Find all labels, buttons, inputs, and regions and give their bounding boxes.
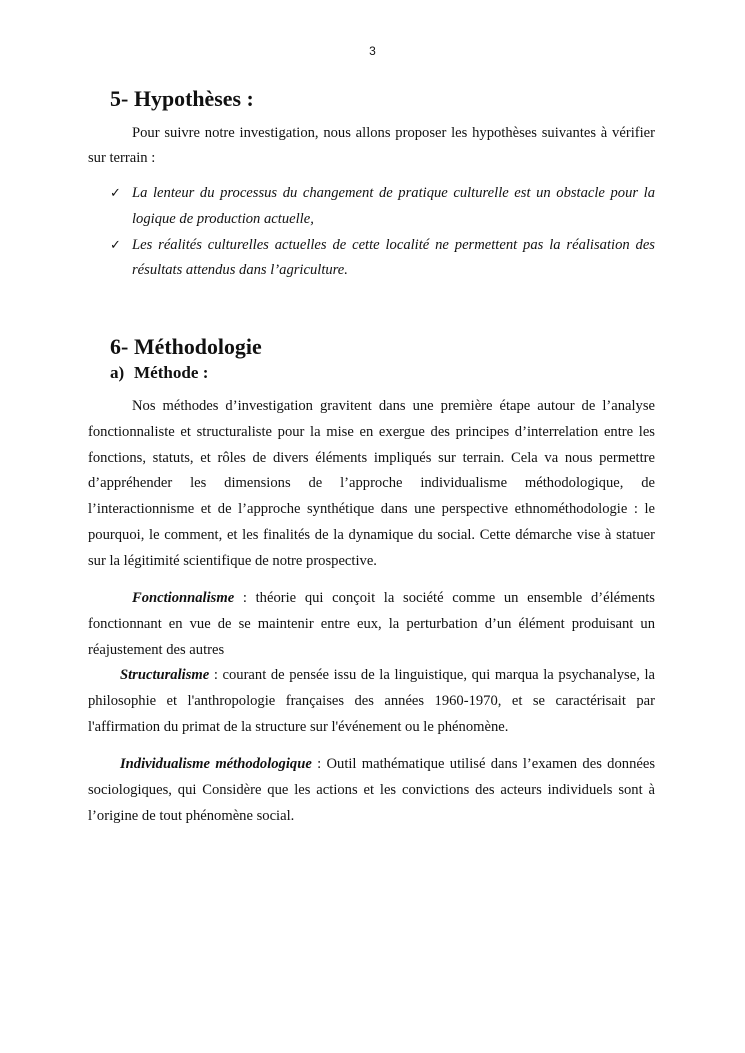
hypotheses-list <box>88 181 655 284</box>
hypothesis-text: Les réalités culturelles actuelles de cette localité ne permettent pas la réalisation des résultats attendus dans l’agriculture. <box>132 236 655 279</box>
section-5-heading <box>88 86 655 112</box>
section-6-heading <box>88 334 655 360</box>
methodology-paragraph: Nos méthodes d’investigation gravitent dans une première étape autour de l’analyse fonctionnaliste et structuraliste pour la mise en exergue des principes d’interrelation entre les fonctions, statuts, et rôles de divers éléments impliqués sur terrain. Cela va nous permettre d’appréhender les dimensions de l’approche individualisme méthodologique, de l’interactionnisme et de l’approche synthétique dans une perspective ethnométhodologie : le pourquoi, le comment, et les finalités de la dynamique du social. Cette démarche vise à statuer sur la légitimité scientifique de notre prospective. <box>88 398 655 569</box>
checkmark-icon: ✓ <box>110 237 121 253</box>
definition-term: Fonctionnalisme <box>132 590 235 607</box>
subsection-a-number: a) <box>110 362 125 382</box>
definition-term: Structuralisme <box>120 667 210 684</box>
definition-term: Individualisme méthodologique <box>120 756 312 773</box>
definition-individualisme <box>88 752 655 829</box>
definition-structuralisme <box>88 663 655 740</box>
hypothesis-text: La lenteur du processus du changement de pratique culturelle est un obstacle pour la logique de production actuelle, <box>132 185 655 227</box>
page-number: 3 <box>369 44 376 58</box>
hypotheses-intro: Pour suivre notre investigation, nous allons proposer les hypothèses suivantes à vérifier sur terrain : <box>88 124 655 167</box>
checkmark-icon: ✓ <box>110 186 121 202</box>
section-5-number: 5- <box>110 86 129 111</box>
section-6-title: Méthodologie <box>134 333 262 359</box>
hypothesis-item <box>88 233 655 284</box>
section-6-number: 6- <box>110 333 129 359</box>
document-body <box>88 86 655 830</box>
definition-fonctionnalisme <box>88 586 655 663</box>
definition-text: : courant de pensée issu de la linguistique, qui marqua la psychanalyse, la philosophie et l'anthropologie françaises des années 1960-1970, et se caractérisait par l'affirmation du primat de la structure sur l'événement ou le phénomène. <box>88 667 655 735</box>
hypothesis-item <box>88 181 655 232</box>
subsection-a-title: Méthode : <box>134 362 209 382</box>
definition-text: : théorie qui conçoit la société comme un ensemble d’éléments fonctionnant en vue de se maintenir entre eux, la perturbation d’un élément produisant un réajustement des autres <box>88 590 655 658</box>
subsection-a-heading <box>88 360 655 386</box>
section-5-title: Hypothèses : <box>134 86 254 111</box>
definition-text: : Outil mathématique utilisé dans l’examen des données sociologiques, qui Considère que les actions et les convictions des acteurs individuels sont à l’origine de tout phénomène social. <box>88 756 656 824</box>
